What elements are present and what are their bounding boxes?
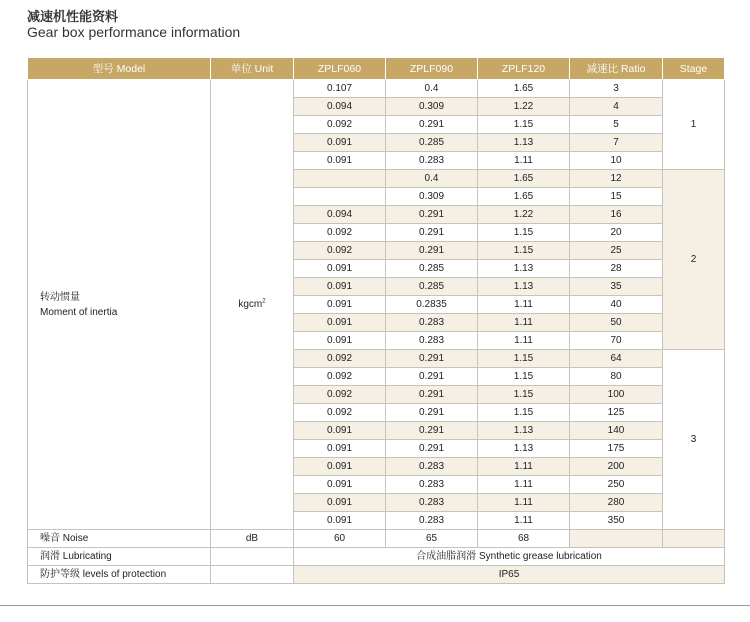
cell-zplf120: 1.11 — [478, 314, 570, 332]
cell-zplf060: 0.092 — [294, 350, 386, 368]
cell-zplf060: 0.091 — [294, 494, 386, 512]
cell-ratio: 175 — [570, 440, 663, 458]
cell-zplf090: 0.291 — [386, 404, 478, 422]
col-header-ratio: 减速比 Ratio — [570, 58, 663, 80]
cell-zplf060: 0.091 — [294, 152, 386, 170]
col-header-model: 型号 Model — [28, 58, 211, 80]
cell-zplf090: 0.309 — [386, 98, 478, 116]
cell-zplf090: 0.285 — [386, 278, 478, 296]
table-body — [28, 80, 725, 584]
cell-zplf060: 0.091 — [294, 278, 386, 296]
protection-row — [28, 566, 725, 584]
cell-zplf120: 1.13 — [478, 134, 570, 152]
performance-table — [27, 57, 725, 584]
cell-zplf060: 0.091 — [294, 512, 386, 530]
cell-zplf120: 1.15 — [478, 404, 570, 422]
cell-zplf060: 0.091 — [294, 332, 386, 350]
cell-ratio: 200 — [570, 458, 663, 476]
page-title-cn: 减速机性能资料 — [27, 10, 119, 25]
cell-zplf120: 1.65 — [478, 170, 570, 188]
cell-zplf120: 1.65 — [478, 80, 570, 98]
cell-zplf120: 1.15 — [478, 350, 570, 368]
stage-cell-2: 2 — [663, 170, 725, 350]
cell-zplf120: 1.11 — [478, 476, 570, 494]
page-title-en: Gear box performance information — [27, 24, 241, 40]
inertia-label-cn: 转动惯量 — [40, 291, 80, 303]
cell-zplf060: 0.094 — [294, 206, 386, 224]
cell-ratio: 10 — [570, 152, 663, 170]
col-header-zplf090: ZPLF090 — [386, 58, 478, 80]
col-header-stage: Stage — [663, 58, 725, 80]
cell-zplf060: 0.091 — [294, 476, 386, 494]
cell-ratio: 5 — [570, 116, 663, 134]
cell-zplf090: 0.291 — [386, 206, 478, 224]
cell-ratio: 12 — [570, 170, 663, 188]
cell-zplf060: 0.091 — [294, 134, 386, 152]
cell-zplf060: 0.092 — [294, 368, 386, 386]
cell-zplf060: 0.092 — [294, 404, 386, 422]
cell-ratio: 250 — [570, 476, 663, 494]
cell-ratio: 70 — [570, 332, 663, 350]
cell-ratio: 280 — [570, 494, 663, 512]
table-row — [28, 80, 725, 98]
inertia-unit-exponent: 2 — [262, 298, 266, 305]
protection-unit-blank — [211, 566, 294, 584]
col-header-zplf060: ZPLF060 — [294, 58, 386, 80]
cell-zplf120: 1.22 — [478, 206, 570, 224]
cell-zplf120: 1.22 — [478, 98, 570, 116]
cell-zplf090: 0.291 — [386, 242, 478, 260]
cell-ratio: 80 — [570, 368, 663, 386]
cell-ratio: 100 — [570, 386, 663, 404]
cell-ratio: 350 — [570, 512, 663, 530]
cell-ratio: 40 — [570, 296, 663, 314]
cell-zplf090: 0.283 — [386, 152, 478, 170]
lubricating-unit-blank — [211, 548, 294, 566]
cell-zplf120: 1.15 — [478, 224, 570, 242]
cell-zplf120: 1.13 — [478, 440, 570, 458]
noise-row — [28, 530, 725, 548]
lubricating-row — [28, 548, 725, 566]
lubricating-label: 润滑 Lubricating — [28, 548, 211, 566]
cell-zplf120: 1.15 — [478, 368, 570, 386]
noise-label: 噪音 Noise — [28, 530, 211, 548]
cell-zplf120: 1.65 — [478, 188, 570, 206]
noise-zplf060: 60 — [294, 530, 386, 548]
cell-zplf060: 0.107 — [294, 80, 386, 98]
cell-ratio: 7 — [570, 134, 663, 152]
cell-zplf060 — [294, 170, 386, 188]
cell-ratio: 125 — [570, 404, 663, 422]
cell-zplf090: 0.309 — [386, 188, 478, 206]
cell-ratio: 50 — [570, 314, 663, 332]
cell-ratio: 16 — [570, 206, 663, 224]
cell-zplf060: 0.094 — [294, 98, 386, 116]
stage-cell-1: 1 — [663, 80, 725, 170]
cell-zplf120: 1.13 — [478, 278, 570, 296]
cell-ratio: 35 — [570, 278, 663, 296]
cell-zplf060: 0.091 — [294, 440, 386, 458]
cell-zplf120: 1.13 — [478, 260, 570, 278]
protection-value: IP65 — [294, 566, 725, 584]
stage-cell-3: 3 — [663, 350, 725, 530]
cell-zplf120: 1.11 — [478, 332, 570, 350]
bottom-divider — [0, 605, 750, 606]
cell-zplf120: 1.15 — [478, 116, 570, 134]
cell-zplf090: 0.285 — [386, 134, 478, 152]
cell-zplf060: 0.091 — [294, 260, 386, 278]
cell-zplf060: 0.091 — [294, 422, 386, 440]
table-header-row — [28, 58, 725, 80]
cell-zplf090: 0.4 — [386, 80, 478, 98]
cell-zplf060: 0.092 — [294, 242, 386, 260]
cell-zplf090: 0.291 — [386, 224, 478, 242]
cell-zplf060 — [294, 188, 386, 206]
cell-zplf090: 0.4 — [386, 170, 478, 188]
col-header-zplf120: ZPLF120 — [478, 58, 570, 80]
noise-unit: dB — [211, 530, 294, 548]
cell-zplf090: 0.291 — [386, 422, 478, 440]
cell-zplf060: 0.092 — [294, 116, 386, 134]
cell-zplf090: 0.291 — [386, 350, 478, 368]
cell-ratio: 25 — [570, 242, 663, 260]
inertia-unit: kgcm — [238, 298, 263, 310]
cell-zplf060: 0.091 — [294, 314, 386, 332]
cell-zplf060: 0.092 — [294, 386, 386, 404]
cell-zplf090: 0.283 — [386, 494, 478, 512]
noise-stage-blank — [663, 530, 725, 548]
cell-zplf090: 0.291 — [386, 116, 478, 134]
cell-zplf120: 1.13 — [478, 422, 570, 440]
cell-zplf120: 1.15 — [478, 386, 570, 404]
noise-zplf090: 65 — [386, 530, 478, 548]
cell-ratio: 3 — [570, 80, 663, 98]
cell-ratio: 15 — [570, 188, 663, 206]
cell-zplf090: 0.283 — [386, 458, 478, 476]
cell-ratio: 20 — [570, 224, 663, 242]
cell-zplf090: 0.285 — [386, 260, 478, 278]
cell-zplf060: 0.091 — [294, 296, 386, 314]
cell-zplf090: 0.291 — [386, 368, 478, 386]
cell-ratio: 28 — [570, 260, 663, 278]
inertia-unit-cell — [211, 80, 294, 530]
cell-zplf060: 0.092 — [294, 224, 386, 242]
cell-ratio: 4 — [570, 98, 663, 116]
cell-zplf090: 0.283 — [386, 332, 478, 350]
cell-zplf090: 0.291 — [386, 386, 478, 404]
cell-zplf120: 1.11 — [478, 494, 570, 512]
cell-zplf120: 1.15 — [478, 242, 570, 260]
col-header-unit: 单位 Unit — [211, 58, 294, 80]
cell-ratio: 140 — [570, 422, 663, 440]
noise-zplf120: 68 — [478, 530, 570, 548]
cell-zplf120: 1.11 — [478, 512, 570, 530]
noise-ratio-blank — [570, 530, 663, 548]
inertia-label-cell — [28, 80, 211, 530]
cell-zplf090: 0.283 — [386, 512, 478, 530]
cell-zplf090: 0.291 — [386, 440, 478, 458]
cell-zplf120: 1.11 — [478, 458, 570, 476]
cell-zplf090: 0.2835 — [386, 296, 478, 314]
cell-zplf120: 1.11 — [478, 296, 570, 314]
cell-zplf060: 0.091 — [294, 458, 386, 476]
inertia-label-en: Moment of inertia — [40, 306, 118, 318]
lubricating-value: 合成油脂润滑 Synthetic grease lubrication — [294, 548, 725, 566]
cell-ratio: 64 — [570, 350, 663, 368]
cell-zplf090: 0.283 — [386, 314, 478, 332]
cell-zplf120: 1.11 — [478, 152, 570, 170]
cell-zplf090: 0.283 — [386, 476, 478, 494]
protection-label: 防护等级 levels of protection — [28, 566, 211, 584]
